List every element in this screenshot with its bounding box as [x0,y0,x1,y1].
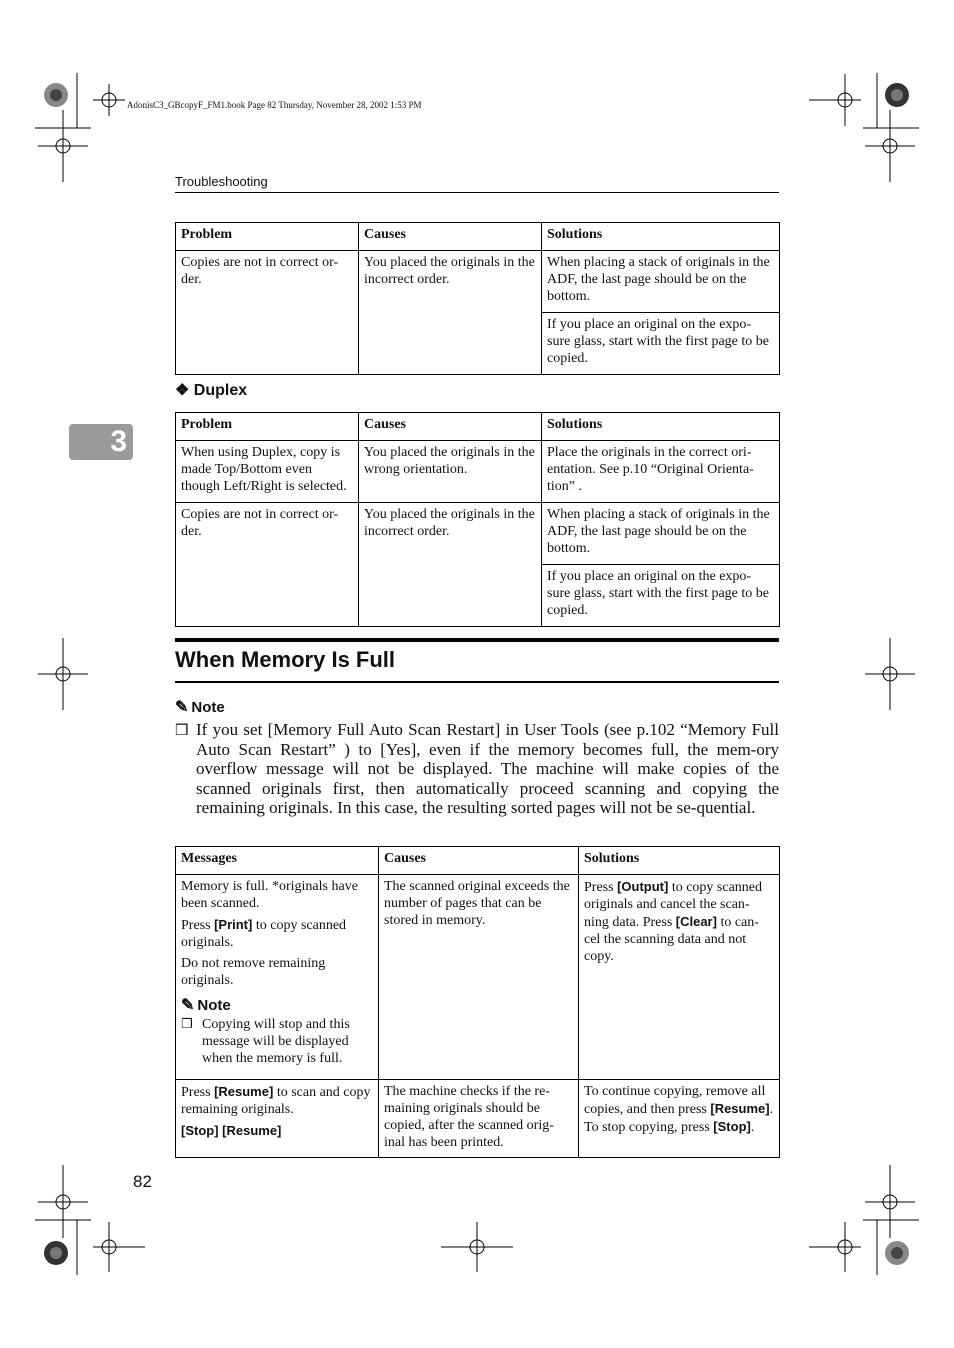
column-header: Problem [176,223,359,251]
text-run: Press [181,1085,215,1100]
message-text [181,916,373,951]
solution-cell: If you place an original on the expo-sure glass, start with the first page to be copied. [542,565,780,627]
note-item [175,720,779,818]
table-header-row [176,847,780,875]
note-text: Copying will stop and this message will be displayed when the memory is full. [202,1017,350,1066]
problem-cell: Copies are not in correct or-der. [176,251,359,375]
section-title: When Memory Is Full [175,647,396,672]
note-label: Note [191,699,225,716]
resume-key: [Resume] [710,1101,770,1116]
text-run: To continue copying, remove all copies, and then press [584,1084,766,1117]
diamond-bullet-icon: ❖ [175,382,190,399]
solution-cell [579,1080,780,1158]
problem-cell: When using Duplex, copy is made Top/Bottom even though Left/Right is selected. [176,441,359,503]
resume-key: [Resume] [214,1084,274,1099]
message-cell [176,875,379,1080]
note-heading [181,997,373,1014]
troubleshooting-table-duplex [175,412,780,627]
text-run: . To stop copying, press [584,1102,774,1135]
column-header: Solutions [579,847,780,875]
print-key: [Print] [214,917,253,932]
section-top-rule [175,638,779,642]
table-header-row [176,413,780,441]
solution-cell: Place the originals in the correct ori-entation. See p.10 “Original Orienta-tion” . [542,441,780,503]
column-header: Causes [379,847,579,875]
solution-cell: When placing a stack of originals in the ADF, the last page should be on the bottom. [542,251,780,313]
checkbox-bullet-icon: ❒ [181,1017,193,1032]
text-run: to copy scanned originals. [181,918,347,950]
text-run: . [750,1120,755,1135]
checkbox-bullet-icon: ❒ [175,721,189,739]
table-row [176,251,780,313]
clear-key: [Clear] [675,914,717,929]
display-keys: [Stop] [Resume] [181,1123,282,1138]
table-row [176,441,780,503]
column-header: Messages [176,847,379,875]
note-label: Note [197,997,231,1014]
column-header: Problem [176,413,359,441]
cause-cell: You placed the originals in the incorrect order. [359,503,542,627]
memory-full-table [175,846,780,1158]
table-row [176,503,780,565]
note-item [181,1016,373,1067]
duplex-subheading [175,380,247,400]
column-header: Solutions [542,223,780,251]
header-rule [175,192,779,193]
message-text: Memory is full. *originals have been scanned. [181,879,358,911]
text-run: to copy scanned originals and cancel the scan-ning data. Press [584,880,763,930]
note-heading [175,697,225,717]
text-run: to can-cel the scanning data and not copy. [584,915,759,964]
cause-cell: The scanned original exceeds the number of pages that can be stored in memory. [379,875,579,1080]
text-run: to scan and copy remaining originals. [181,1085,371,1117]
inner-note [181,997,373,1067]
troubleshooting-table-general [175,222,780,375]
running-header: Troubleshooting [175,174,268,189]
text-run: Press [584,880,618,895]
pencil-icon: ✎ [175,699,189,716]
message-text [181,1083,373,1118]
solution-cell [579,875,780,1080]
column-header: Solutions [542,413,780,441]
problem-cell: Copies are not in correct or-der. [176,503,359,627]
stop-key: [Stop] [713,1119,751,1134]
output-key: [Output] [617,879,669,894]
column-header: Causes [359,413,542,441]
solution-cell: If you place an original on the expo-sure glass, start with the first page to be copied. [542,313,780,375]
table-row [176,875,780,1080]
solution-cell: When placing a stack of originals in the ADF, the last page should be on the bottom. [542,503,780,565]
cause-cell: The machine checks if the re-maining originals should be copied, after the scanned orig-inal has been printed. [379,1080,579,1158]
section-bottom-rule [175,681,779,683]
column-header: Causes [359,223,542,251]
cause-cell: You placed the originals in the incorrect order. [359,251,542,375]
text-run: Press [181,918,215,933]
message-cell [176,1080,379,1158]
cause-cell: You placed the originals in the wrong orientation. [359,441,542,503]
pencil-icon: ✎ [181,997,195,1014]
table-header-row [176,223,780,251]
table-row [176,1080,780,1158]
note-text: If you set [Memory Full Auto Scan Restart] in User Tools (see p.102 “Memory Full Auto Scan Restart” ) to [Yes], even if the memory becomes full, the mem-ory overflow message will not be displayed. The machine will make copies of the scanned originals first, then automatically proceed scanning and copying the remaining originals. In this case, the resulting sorted pages will not be se-quential. [196,720,779,817]
message-text: Do not remove remaining originals. [181,956,326,988]
file-meta-line: AdonisC3_GBcopyF_FM1.book Page 82 Thursday, November 28, 2002 1:53 PM [127,100,422,110]
chapter-tab: 3 [69,424,133,460]
duplex-title: Duplex [193,382,248,399]
page-number: 82 [133,1172,152,1191]
